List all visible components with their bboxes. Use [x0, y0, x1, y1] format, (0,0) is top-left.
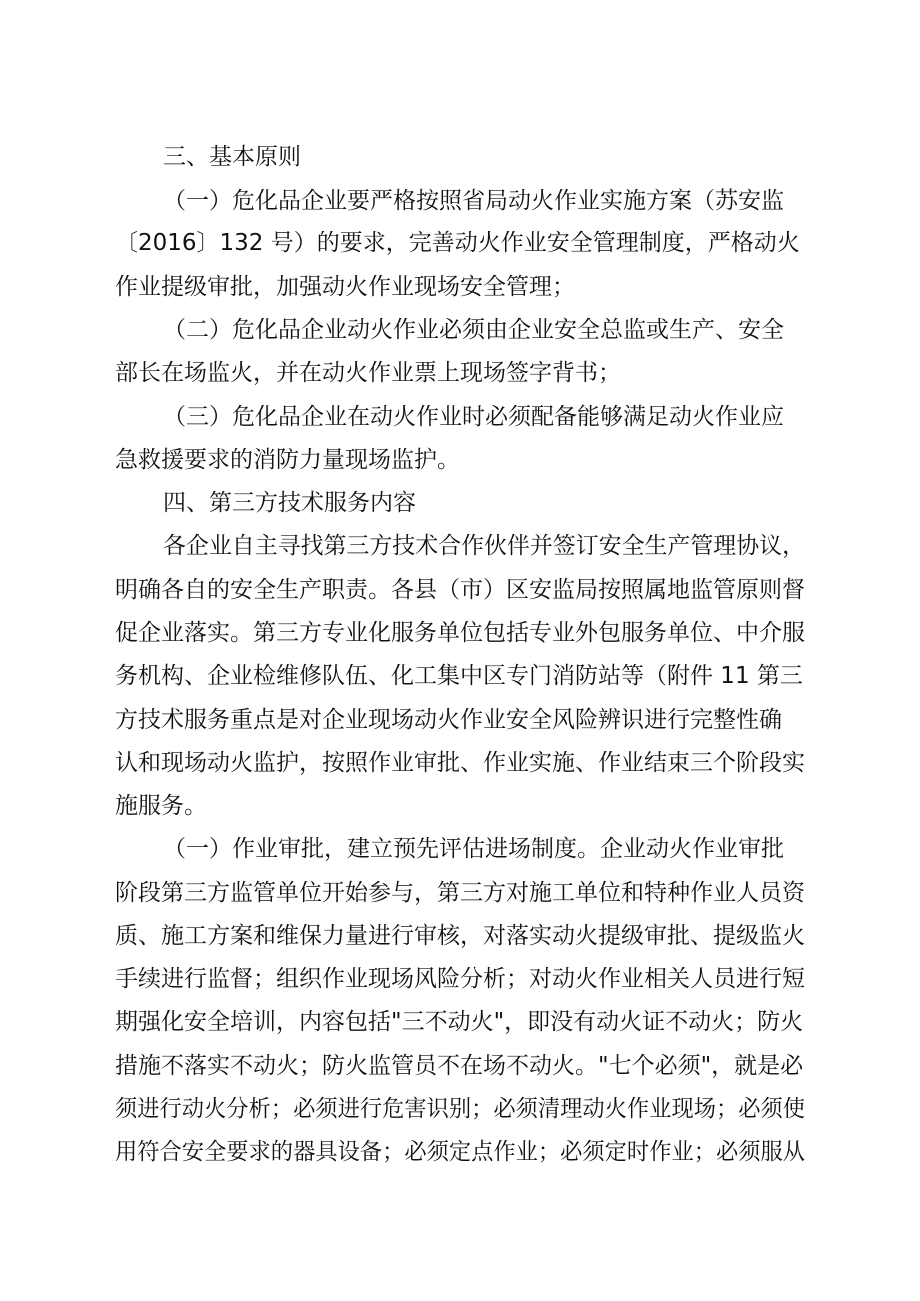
- text-line: 须进行动火分析；必须进行危害识别；必须清理动火作业现场；必须使: [115, 1096, 805, 1122]
- paragraph-line: [0, 310, 920, 350]
- text-line: （二）危化品企业动火作业必须由企业安全总监或生产、安全: [163, 317, 784, 343]
- paragraph-line: [0, 613, 920, 653]
- text-line: 措施不落实不动火；防火监管员不在场不动火。"七个必须"，就是必: [115, 1053, 804, 1079]
- paragraph-line: [0, 873, 920, 913]
- text-line: 方技术服务重点是对企业现场动火作业安全风险辨识进行完整性确: [115, 707, 782, 733]
- paragraph-line: [0, 397, 920, 437]
- text-line: 认和现场动火监护，按照作业审批、作业实施、作业结束三个阶段实: [115, 750, 805, 776]
- text-line: 期强化安全培训，内容包括"三不动火"，即没有动火证不动火；防火: [115, 1009, 804, 1035]
- paragraph-line: [0, 267, 920, 307]
- text-line: 部长在场监火，并在动火作业票上现场签字背书；: [115, 360, 621, 386]
- paragraph-line: [0, 656, 920, 696]
- paragraph-line: [0, 1002, 920, 1042]
- paragraph-line: [0, 526, 920, 566]
- section-heading-basic-principles: [0, 137, 920, 177]
- text-line: 四、第三方技术服务内容: [163, 490, 416, 516]
- section-heading-third-party-services: [0, 483, 920, 523]
- paragraph-line: [0, 570, 920, 610]
- text-line: 〔2016〕132 号）的要求，完善动火作业安全管理制度，严格动火: [115, 230, 800, 256]
- text-line: 用符合安全要求的器具设备；必须定点作业；必须定时作业；必须服从: [115, 1139, 805, 1165]
- paragraph-line: [0, 829, 920, 869]
- paragraph-line: [0, 700, 920, 740]
- text-line: 明确各自的安全生产职责。各县（市）区安监局按照属地监管原则督: [115, 577, 805, 603]
- paragraph-line: [0, 440, 920, 480]
- paragraph-line: [0, 353, 920, 393]
- text-line: 急救援要求的消防力量现场监护。: [115, 447, 460, 473]
- text-line: （一）作业审批，建立预先评估进场制度。企业动火作业审批: [163, 836, 784, 862]
- text-line: 阶段第三方监管单位开始参与，第三方对施工单位和特种作业人员资: [115, 880, 805, 906]
- paragraph-line: [0, 743, 920, 783]
- paragraph-line: [0, 181, 920, 221]
- text-line: 三、基本原则: [163, 144, 301, 170]
- paragraph-line: [0, 786, 920, 826]
- paragraph-line: [0, 916, 920, 956]
- paragraph-line: [0, 223, 920, 263]
- text-line: （一）危化品企业要严格按照省局动火作业实施方案（苏安监: [163, 188, 784, 214]
- text-line: 施服务。: [115, 793, 207, 819]
- paragraph-line: [0, 1046, 920, 1086]
- paragraph-line: [0, 959, 920, 999]
- text-line: 手续进行监督；组织作业现场风险分析；对动火作业相关人员进行短: [115, 966, 805, 992]
- text-line: 作业提级审批，加强动火作业现场安全管理；: [115, 274, 575, 300]
- paragraph-line: [0, 1089, 920, 1129]
- text-line: 质、施工方案和维保力量进行审核，对落实动火提级审批、提级监火: [115, 923, 805, 949]
- text-line: 各企业自主寻找第三方技术合作伙伴并签订安全生产管理协议，: [163, 533, 805, 559]
- text-line: 务机构、企业检维修队伍、化工集中区专门消防站等（附件 11 第三: [115, 663, 803, 689]
- text-line: （三）危化品企业在动火作业时必须配备能够满足动火作业应: [163, 404, 784, 430]
- text-line: 促企业落实。第三方专业化服务单位包括专业外包服务单位、中介服: [115, 620, 805, 646]
- paragraph-line: [0, 1132, 920, 1172]
